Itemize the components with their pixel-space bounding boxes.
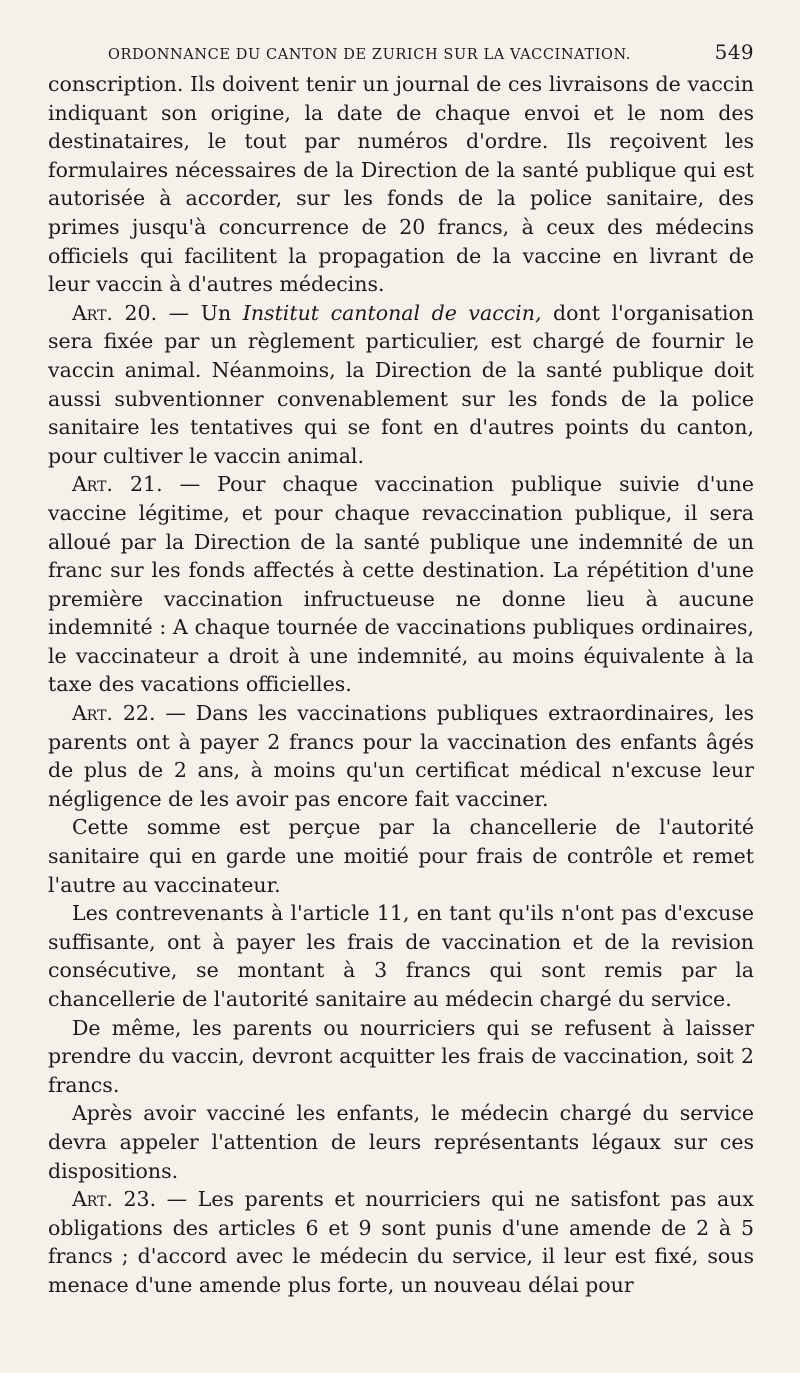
paragraph-art-21	[48, 470, 754, 699]
paragraph-8	[48, 1099, 754, 1185]
paragraph-art-22	[48, 699, 754, 813]
paragraph-text: dont l'organisation sera fixée par un règlement particulier, est chargé de fournir le vaccin animal. Néanmoins, la Direction de la santé publique doit aussi subventionner convenablement sur les fonds de la police sanitaire les tentatives qui se font en d'autres points du canton, pour cultiver le vaccin animal.	[48, 300, 754, 468]
paragraph-7	[48, 1014, 754, 1100]
paragraph-text: — Pour chaque vaccination publique suivie d'une vaccine légitime, et pour chaque revaccination publique, il sera alloué par la Direction de la santé publique une indemnité de un franc sur les fonds affectés à cette destination. La répétition d'une première vaccination infructueuse ne donne lieu à aucune indemnité : A chaque tournée de vaccinations publiques ordinaires, le vaccinateur a droit à une indemnité, au moins équivalente à la taxe des vacations officielles.	[48, 472, 754, 697]
paragraph-text: Après avoir vacciné les enfants, le médecin chargé du service devra appeler l'attention de leurs représentants légaux sur ces dispositions.	[48, 1101, 754, 1183]
institute-name: Institut cantonal de vaccin,	[242, 300, 542, 325]
paragraph-text: conscription. Ils doivent tenir un journal de ces livraisons de vaccin indiquant son origine, la date de chaque envoi et le nom des destinataires, le tout par numéros d'ordre. Ils reçoivent les formulaires nécessaires de la Direction de la santé publique qui est autorisée à accorder, sur les fonds de la police sanitaire, des primes jusqu'à concurrence de 20 francs, à ceux des médecins officiels qui facilitent la propagation de la vaccine en livrant de leur vaccin à d'autres médecins.	[48, 72, 754, 297]
page-number: 549	[714, 40, 754, 64]
paragraph-text: — Dans les vaccinations publiques extraordinaires, les parents ont à payer 2 francs pour la vaccination des enfants âgés de plus de 2 ans, à moins qu'un certificat médical n'excuse leur négligence de les avoir pas encore fait vacciner.	[48, 701, 754, 811]
paragraph-art-20	[48, 299, 754, 471]
article-label: Art. 22.	[72, 701, 156, 726]
article-label: Art. 21.	[72, 472, 163, 497]
body-text	[48, 70, 754, 1300]
article-label: Art. 23.	[72, 1187, 157, 1212]
document-page	[48, 26, 754, 1300]
paragraph-6	[48, 899, 754, 1013]
paragraph-5	[48, 813, 754, 899]
running-header	[108, 40, 754, 64]
paragraph-text: Cette somme est perçue par la chancellerie de l'autorité sanitaire qui en garde une moitié pour frais de contrôle et remet l'autre au vaccinateur.	[48, 815, 754, 897]
paragraph-art-23	[48, 1185, 754, 1299]
paragraph-text: — Les parents et nourriciers qui ne satisfont pas aux obligations des articles 6 et 9 sont punis d'une amende de 2 à 5 francs ; d'accord avec le médecin du service, il leur est fixé, sous menace d'une amende plus forte, un nouveau délai pour	[48, 1187, 754, 1297]
paragraph-text: De même, les parents ou nourriciers qui se refusent à laisser prendre du vaccin, devront acquitter les frais de vaccination, soit 2 francs.	[48, 1015, 754, 1097]
paragraph-text: Les contrevenants à l'article 11, en tant qu'ils n'ont pas d'excuse suffisante, ont à payer les frais de vaccination et de la revision consécutive, se montant à 3 francs qui sont remis par la chancellerie de l'autorité sanitaire au médecin chargé du service.	[48, 901, 754, 1011]
article-label: Art. 20.	[72, 300, 158, 325]
paragraph-text-pre: — Un	[157, 300, 243, 325]
paragraph-1	[48, 70, 754, 299]
header-title: ORDONNANCE DU CANTON DE ZURICH SUR LA VACCINATION.	[108, 47, 632, 63]
